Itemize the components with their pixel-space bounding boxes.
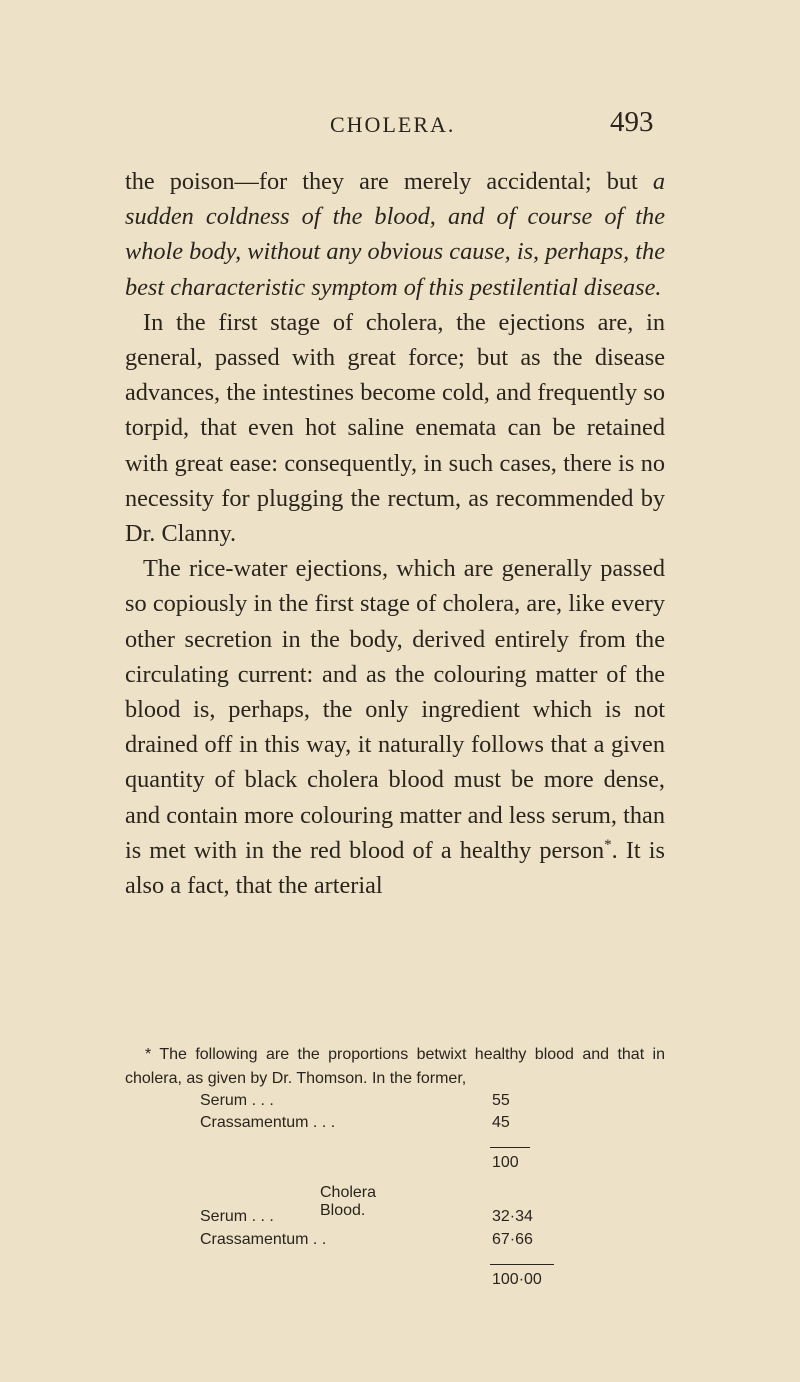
table-row (200, 1208, 560, 1230)
healthy-total: 100 (492, 1154, 519, 1171)
paragraph-2: In the first stage of cholera, the ejections are, in general, passed with great force; but as the disease advances, the intestines become cold, and frequently so torpid, that even hot saline enemata can be retained with great ease: consequently, in such cases, there is no necessity for plugging the rectum, as recommended by Dr. Clanny. (125, 308, 665, 548)
row-value: 45 (492, 1114, 510, 1131)
page-header (0, 106, 800, 152)
row-value: 67·66 (492, 1231, 533, 1248)
paragraph-1-italic: a sudden coldness of the blood, and of course of the whole body, without any obvious cause, is, perhaps, the best characteristic symptom of this pestilential disease. (125, 168, 665, 301)
footnote (125, 1043, 665, 1091)
table-row (200, 1092, 560, 1114)
cholera-total: 100·00 (492, 1271, 542, 1288)
page-number: 493 (610, 106, 654, 138)
paragraph-3 (125, 551, 665, 903)
table-row (200, 1114, 560, 1136)
sum-rule (490, 1264, 554, 1265)
footnote-intro: * The following are the proportions betwixt healthy blood and that in cholera, as given by Dr. Thomson. In the former, (125, 1046, 665, 1087)
sum-rule (490, 1147, 530, 1148)
main-text (125, 164, 665, 903)
paragraph-3-end: . It is also a fact, that the arterial (125, 836, 665, 900)
row-value: 32·34 (492, 1208, 533, 1225)
table-row (200, 1231, 560, 1253)
row-label: Crassamentum . . (200, 1231, 327, 1248)
running-title: CHOLERA. (330, 112, 456, 137)
paragraph-1-text: the poison—for they are merely accidental; but (125, 168, 653, 195)
paragraph-1 (125, 164, 665, 305)
row-label: Crassamentum . . . (200, 1114, 336, 1131)
paragraph-3-text: The rice-water ejections, which are generally passed so copiously in the first stage of cholera, are, like every other secretion in the body, derived entirely from the circulating current: and as the colouring matter of the blood is, perhaps, the only ingredient which is not drained off in this way, it naturally follows that a given quantity of black cholera blood must be more dense, and contain more colouring matter and less serum, than is met with in the red blood of a healthy person (125, 555, 665, 864)
row-label: Serum . . . (200, 1092, 274, 1109)
footnote-reference: * (604, 836, 612, 853)
row-label: Serum . . . (200, 1208, 274, 1225)
row-value: 55 (492, 1092, 510, 1109)
cholera-blood-heading: Cholera Blood. (320, 1184, 377, 1219)
